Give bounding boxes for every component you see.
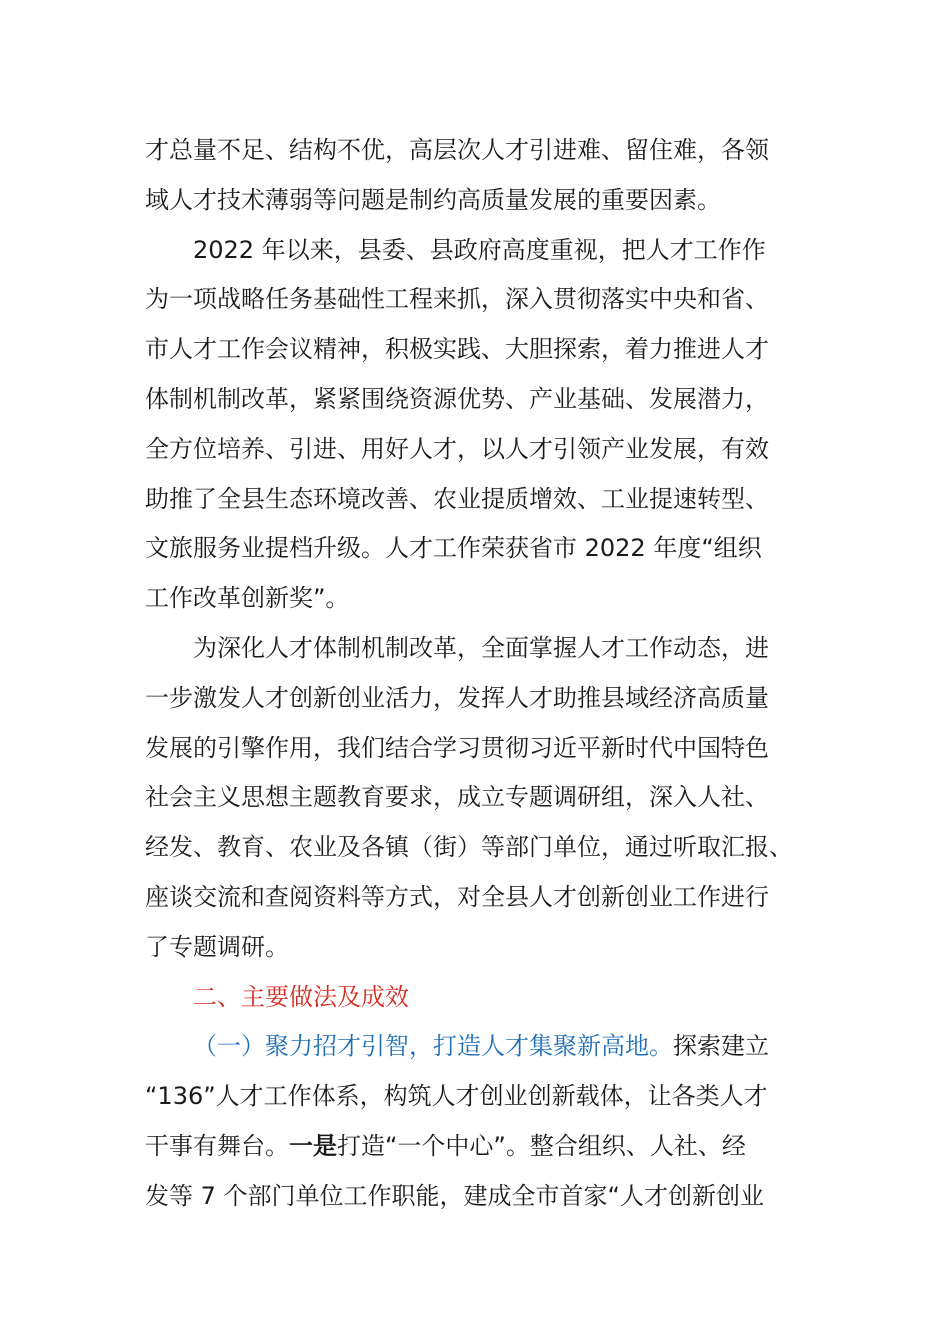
text-line: 了专题调研。: [145, 932, 289, 961]
text-line: 座谈交流和查阅资料等方式，对全县人才创新创业工作进行: [145, 882, 769, 911]
text-line: 经发、教育、农业及各镇（街）等部门单位，通过听取汇报、: [145, 833, 793, 862]
text-line: 助推了全县生态环境改善、农业提质增效、工业提速转型、: [145, 484, 769, 513]
paragraph-4: [145, 1022, 805, 1221]
text-line: “136”人才工作体系，构筑人才创业创新载体，让各类人才: [145, 1082, 768, 1111]
paragraph-1: [145, 126, 805, 226]
subsection-heading: （一）聚力招才引智，打造人才集聚新高地。: [193, 1032, 673, 1061]
text-line: 发展的引擎作用，我们结合学习贯彻习近平新时代中国特色: [145, 733, 769, 762]
paragraph-2: [145, 226, 805, 624]
text-span: 探索建立: [673, 1032, 769, 1061]
text-line: [145, 1122, 805, 1172]
text-line: [145, 1022, 805, 1072]
text-line: 工作改革创新奖”。: [145, 584, 350, 613]
text-line: 才总量不足、结构不优，高层次人才引进难、留住难，各领: [145, 136, 769, 164]
text-line: 发等 7 个部门单位工作职能，建成全市首家“人才创新创业: [145, 1181, 764, 1210]
bold-marker: 一是: [289, 1131, 337, 1160]
section-heading: 二、主要做法及成效: [193, 982, 409, 1011]
text-line: 文旅服务业提档升级。人才工作荣获省市 2022 年度“组织: [145, 534, 762, 563]
text-line: 为深化人才体制机制改革，全面掌握人才工作动态，进: [193, 633, 769, 662]
text-line: 体制机制改革，紧紧围绕资源优势、产业基础、发展潜力，: [145, 384, 769, 413]
text-span: 打造“一个中心”。整合组织、人社、经: [337, 1131, 746, 1160]
text-line: 社会主义思想主题教育要求，成立专题调研组，深入人社、: [145, 783, 769, 812]
text-line: 为一项战略任务基础性工程来抓，深入贯彻落实中央和省、: [145, 285, 769, 314]
text-line: 全方位培养、引进、用好人才，以人才引领产业发展，有效: [145, 434, 769, 463]
text-span: 干事有舞台。: [145, 1131, 289, 1160]
paragraph-3: [145, 624, 805, 973]
document-body: [145, 126, 805, 1222]
text-line: 市人才工作会议精神，积极实践、大胆探索，着力推进人才: [145, 335, 769, 364]
text-line: 一步激发人才创新创业活力，发挥人才助推县域经济高质量: [145, 683, 769, 712]
text-line: 2022 年以来，县委、县政府高度重视，把人才工作作: [193, 235, 766, 264]
text-line: 域人才技术薄弱等问题是制约高质量发展的重要因素。: [145, 185, 721, 214]
